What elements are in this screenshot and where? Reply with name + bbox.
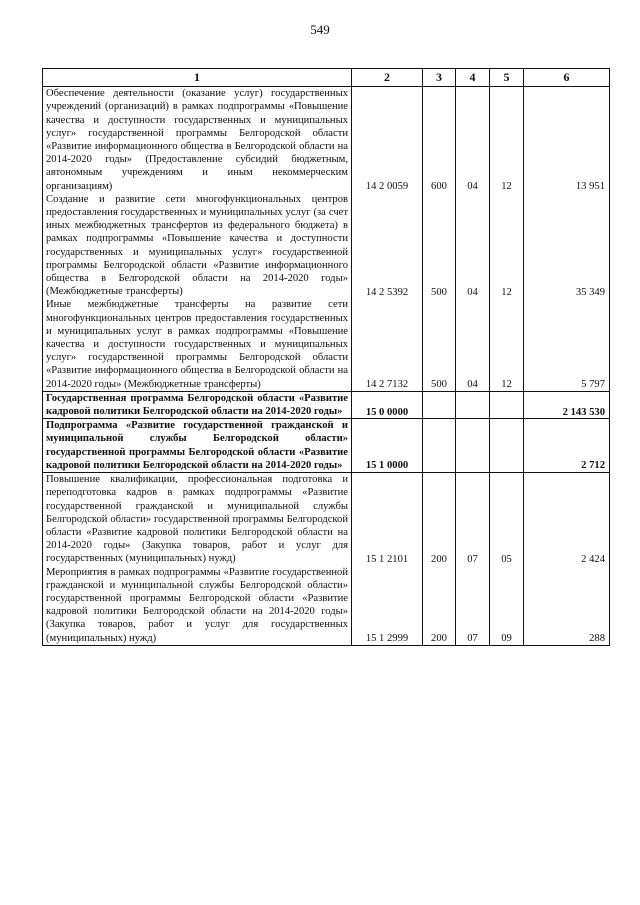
expense-type-code-cell [423, 87, 456, 392]
section-code [458, 406, 487, 419]
entry-description: Создание и развитие сети многофункциональных центров предоставления государственных и муниципальных услуг (за счет иных межбюджетных трансфертов из федерального бюджета) в рамках подпрограммы «Повышение качества и доступности государственных и муниципальных услуг» государственной программы Белгородской области «Развитие информационного общества в Белгородской области на 2014-2020 годы» (Межбюджетные трансферты) [46, 193, 348, 298]
budget-table [42, 68, 610, 646]
description-cell [43, 419, 352, 473]
entry-description: Иные межбюджетные трансферты на развитие сети многофункциональных центров предоставления государственных и муниципальных услуг в рамках подпрограммы «Повышение качества и доступности государственных и муниципальных услуг» государственной программы Белгородской области «Развитие информационного общества в Белгородской области на 2014-2020 годы» (Межбюджетные трансферты) [46, 299, 348, 390]
subsection-code-cell [490, 391, 524, 418]
expense-type-code: 600 [431, 181, 447, 193]
expense-type-code: 500 [431, 286, 447, 298]
entry-description: Мероприятия в рамках подпрограммы «Развитие государственной гражданской и муниципальной службы Белгородской области» государственной программы Белгородской области «Развитие кадровой политики Белгородской области на 2014-2020 годы» (Закупка товаров, работ и услуг для государственных (муниципальных) нужд) [46, 566, 348, 644]
amount-value-cell [524, 473, 610, 646]
section-code-cell [456, 87, 490, 392]
page-number: 549 [310, 22, 330, 37]
amount-value-cell [524, 87, 610, 392]
expense-type-code [425, 406, 453, 419]
table-row [43, 473, 610, 646]
target-article-code: 15 0 0000 [365, 406, 409, 418]
entry-description: Подпрограмма «Развитие государственной гражданской и муниципальной службы Белгородской области» государственной программы Белгородской области «Развитие кадровой политики Белгородской области на 2014-2020 годы» [46, 420, 348, 471]
header-cell: 6 [524, 69, 610, 87]
amount-value: 13 951 [575, 181, 605, 193]
subsection-code: 12 [501, 379, 512, 391]
expense-type-code-cell [423, 419, 456, 473]
amount-value: 2 143 530 [562, 406, 605, 418]
subsection-code: 12 [501, 181, 512, 193]
section-code-cell [456, 419, 490, 473]
amount-value-cell [524, 391, 610, 418]
target-article-code-cell [352, 87, 423, 392]
amount-value: 5 797 [581, 379, 605, 391]
target-article-code: 14 2 0059 [365, 181, 409, 193]
expense-type-code: 200 [431, 553, 447, 565]
subsection-code-cell [490, 419, 524, 473]
subsection-code [492, 460, 521, 473]
description-cell [43, 473, 352, 646]
table-row [43, 391, 610, 418]
description-cell [43, 87, 352, 392]
target-article-code: 15 1 2999 [365, 633, 409, 645]
section-code: 07 [467, 553, 478, 565]
amount-value: 288 [589, 633, 605, 645]
header-cell: 5 [490, 69, 524, 87]
target-article-code-cell [352, 473, 423, 646]
entry-description: Государственная программа Белгородской области «Развитие кадровой политики Белгородской области на 2014-2020 годы» [46, 392, 348, 418]
amount-value: 2 424 [581, 553, 605, 565]
expense-type-code-cell [423, 473, 456, 646]
amount-value: 35 349 [575, 286, 605, 298]
target-article-code: 14 2 5392 [365, 286, 409, 298]
section-code-cell [456, 391, 490, 418]
subsection-code [492, 406, 521, 419]
description-cell [43, 391, 352, 418]
subsection-code-cell [490, 473, 524, 646]
expense-type-code-cell [423, 391, 456, 418]
entry-description: Повышение квалификации, профессиональная подготовка и переподготовка кадров в рамках подпрограммы «Развитие государственной гражданской и муниципальной службы Белгородской области» государственной программы Белгородской области «Развитие кадровой политики Белгородской области на 2014-2020 годы» (Закупка товаров, работ и услуг для государственных (муниципальных) нужд) [46, 474, 348, 565]
header-cell: 2 [352, 69, 423, 87]
section-code: 04 [467, 181, 478, 193]
expense-type-code [425, 460, 453, 473]
amount-value-cell [524, 419, 610, 473]
section-code [458, 460, 487, 473]
section-code: 04 [467, 379, 478, 391]
subsection-code-cell [490, 87, 524, 392]
header-cell: 3 [423, 69, 456, 87]
subsection-code: 05 [501, 553, 512, 565]
amount-value: 2 712 [581, 460, 605, 472]
entry-description: Обеспечение деятельности (оказание услуг) государственных учреждений (организаций) в рамках подпрограммы «Повышение качества и доступности государственных и муниципальных услуг» государственной программы Белгородской области «Развитие информационного общества в Белгородской области на 2014-2020 годы» (Предоставление субсидий бюджетным, автономным учреждениям и иным некоммерческим организациям) [46, 88, 348, 192]
subsection-code: 09 [501, 633, 512, 645]
target-article-code: 15 1 2101 [365, 553, 409, 565]
header-cell: 1 [43, 69, 352, 87]
subsection-code: 12 [501, 286, 512, 298]
target-article-code: 15 1 0000 [365, 460, 409, 472]
expense-type-code: 200 [431, 633, 447, 645]
expense-type-code: 500 [431, 379, 447, 391]
section-code: 04 [467, 286, 478, 298]
table-row [43, 87, 610, 392]
section-code: 07 [467, 633, 478, 645]
target-article-code: 14 2 7132 [365, 379, 409, 391]
target-article-code-cell [352, 391, 423, 418]
header-cell: 4 [456, 69, 490, 87]
target-article-code-cell [352, 419, 423, 473]
section-code-cell [456, 473, 490, 646]
table-row [43, 419, 610, 473]
header-row [43, 69, 610, 87]
